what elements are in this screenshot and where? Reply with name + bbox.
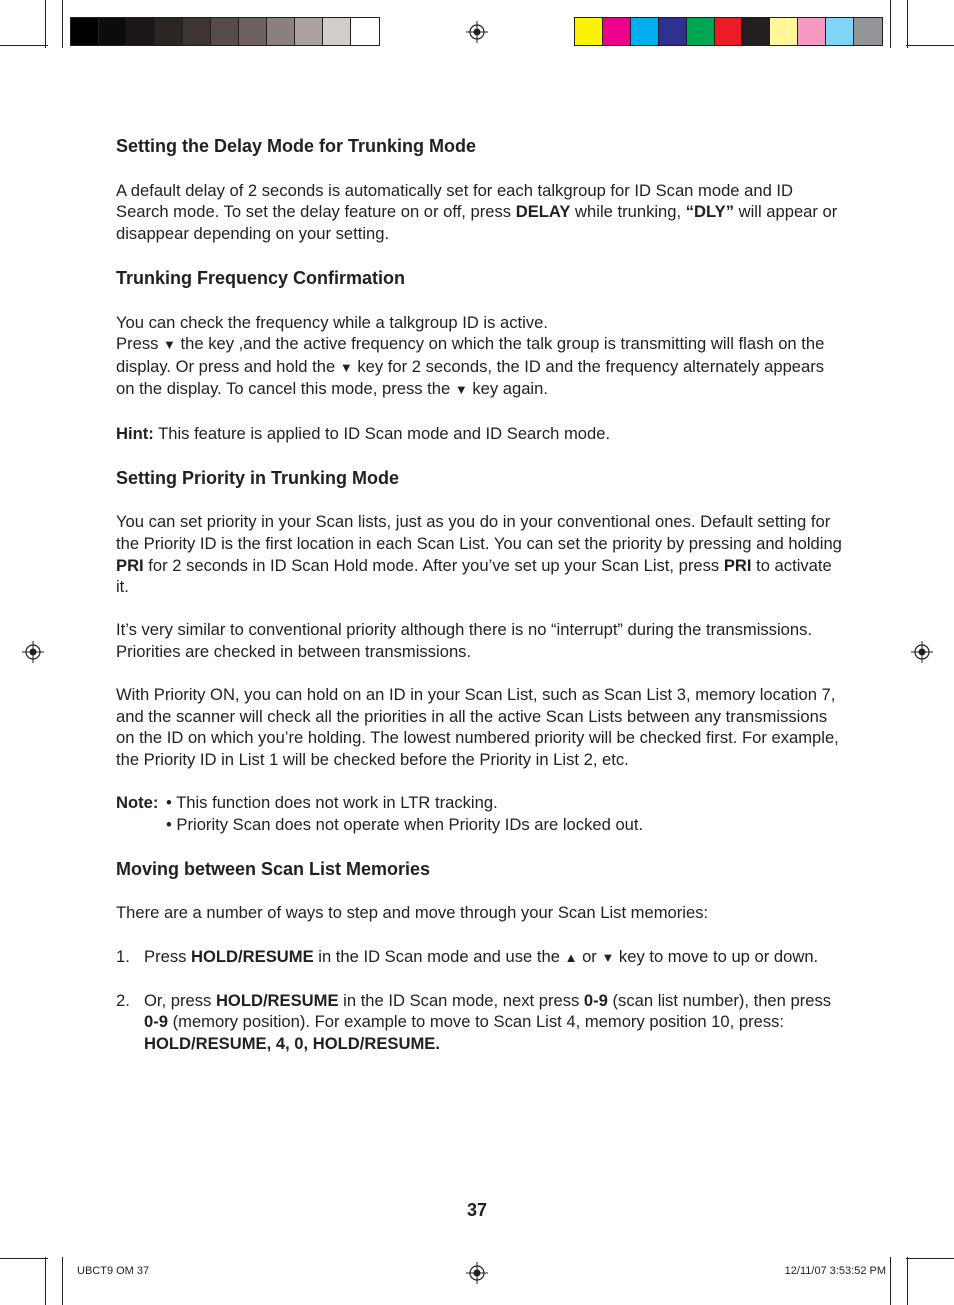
crop-mark xyxy=(907,0,908,48)
text-run: Or, press xyxy=(144,990,216,1010)
registration-mark-icon xyxy=(466,21,488,43)
list-text xyxy=(144,946,846,969)
registration-mark-icon xyxy=(22,641,44,663)
color-swatch xyxy=(183,18,211,45)
text-run: to activate it. xyxy=(116,555,832,597)
registration-mark-icon xyxy=(466,1262,488,1284)
down-arrow-icon: ▼ xyxy=(163,337,176,353)
hint-text: This feature is applied to ID Scan mode and ID Search mode. xyxy=(153,423,611,443)
color-swatch xyxy=(99,18,127,45)
crop-mark xyxy=(890,0,891,48)
list-number: 2. xyxy=(116,990,130,1010)
text-run: You can set priority in your Scan lists, just as you do in your conventional ones. Default setting for the Priority ID is the first location in each Scan List. You can set the priority by pressing and holding xyxy=(116,512,842,553)
priority-paragraph-2: It’s very similar to conventional priority although there is no “interrupt” during the transmissions. Priorities are checked in between transmissions. xyxy=(116,620,813,661)
hint-label: Hint: xyxy=(116,423,154,443)
color-swatch xyxy=(687,18,715,45)
key-sequence: HOLD/RESUME, 4, 0, HOLD/RESUME. xyxy=(144,1033,440,1053)
text-run: key for 2 seconds, the ID and the frequency alternately appears on the display. To cancel this mode, press the xyxy=(116,356,825,399)
down-arrow-icon: ▼ xyxy=(339,359,353,375)
key-hold-resume: HOLD/RESUME xyxy=(215,990,339,1010)
note-block xyxy=(116,792,846,835)
key-0-9: 0-9 xyxy=(583,990,608,1010)
process-color-bar xyxy=(574,17,883,46)
crop-mark xyxy=(906,1258,954,1259)
key-pri: PRI xyxy=(723,555,752,575)
text-run: Press xyxy=(144,946,192,966)
priority-paragraph-3: With Priority ON, you can hold on an ID in your Scan List, such as Scan List 3, memory location 7, and the scanner will check all the priorities in all the active Scan Lists between any transmissions on the ID on which you’re holding. The lowest numbered priority will be checked first. For example, the Priority ID in List 1 will be checked before the Priority in List 2, etc. xyxy=(116,685,839,769)
page-number: 37 xyxy=(466,1200,488,1220)
text-run: A default delay of 2 seconds is automatically set for each talkgroup for ID Scan mode and ID Search mode. To set the delay feature on or off, press xyxy=(116,180,794,222)
note-item: • Priority Scan does not operate when Priority IDs are locked out. xyxy=(166,814,644,834)
list-item xyxy=(116,946,846,969)
text-run: (memory position). For example to move to Scan List 4, memory position 10, press: xyxy=(167,1012,785,1032)
confirm-paragraph xyxy=(116,333,846,401)
crop-mark xyxy=(62,1257,63,1305)
slug-right: 12/11/07 3:53:52 PM xyxy=(784,1265,886,1277)
crop-mark xyxy=(62,0,63,48)
crop-mark xyxy=(0,1258,48,1259)
key-0-9: 0-9 xyxy=(144,1012,168,1032)
text-run: or xyxy=(577,946,602,966)
crop-mark xyxy=(906,45,954,46)
hint-paragraph xyxy=(116,423,846,445)
key-pri: PRI xyxy=(116,555,144,575)
text-run: in the ID Scan mode and use the xyxy=(313,946,565,966)
confirm-line: You can check the frequency while a talkgroup ID is active. xyxy=(116,312,548,332)
crop-mark xyxy=(907,1257,908,1305)
color-swatch xyxy=(603,18,631,45)
crop-mark xyxy=(45,0,46,48)
note-item: • This function does not work in LTR tracking. xyxy=(166,793,498,813)
text-run: while trunking, xyxy=(570,202,686,222)
note-label: Note: xyxy=(116,793,159,813)
text-run: Press xyxy=(116,334,164,354)
priority-paragraph-1 xyxy=(116,511,846,597)
delay-paragraph xyxy=(116,180,846,245)
color-swatch xyxy=(323,18,351,45)
color-swatch xyxy=(351,18,379,45)
up-arrow-icon: ▲ xyxy=(564,949,578,965)
text-run: (scan list number), then press xyxy=(607,990,832,1010)
list-number: 1. xyxy=(116,946,130,966)
key-delay: DELAY xyxy=(515,202,571,222)
section-heading-delay: Setting the Delay Mode for Trunking Mode xyxy=(116,136,477,156)
key-hold-resume: HOLD/RESUME xyxy=(191,946,314,966)
text-run: in the ID Scan mode, next press xyxy=(338,990,584,1010)
display-dly: “DLY” xyxy=(685,202,734,222)
crop-mark xyxy=(0,45,48,46)
color-swatch xyxy=(826,18,854,45)
color-swatch xyxy=(854,18,882,45)
color-swatch xyxy=(211,18,239,45)
color-swatch xyxy=(267,18,295,45)
slug-left: UBCT9 OM 37 xyxy=(77,1265,150,1277)
grayscale-color-bar xyxy=(70,17,380,46)
color-swatch xyxy=(715,18,743,45)
text-run: will appear or disappear depending on your setting. xyxy=(116,202,838,243)
list-text xyxy=(144,990,846,1055)
crop-mark xyxy=(45,1257,46,1305)
section-heading-confirmation: Trunking Frequency Confirmation xyxy=(116,267,406,288)
section-heading-priority: Setting Priority in Trunking Mode xyxy=(116,467,400,488)
section-heading-moving: Moving between Scan List Memories xyxy=(116,858,431,879)
color-swatch xyxy=(770,18,798,45)
page-content xyxy=(116,134,846,1055)
list-item xyxy=(116,990,846,1055)
color-swatch xyxy=(239,18,267,45)
crop-mark xyxy=(890,1257,891,1305)
color-swatch xyxy=(742,18,770,45)
color-swatch xyxy=(798,18,826,45)
text-run: key to move to up or down. xyxy=(614,946,819,966)
text-run: key again. xyxy=(467,379,548,399)
down-arrow-icon: ▼ xyxy=(601,949,615,965)
color-swatch xyxy=(155,18,183,45)
down-arrow-icon: ▼ xyxy=(454,382,468,398)
color-swatch xyxy=(295,18,323,45)
color-swatch xyxy=(659,18,687,45)
color-swatch xyxy=(127,18,155,45)
registration-mark-icon xyxy=(911,641,933,663)
moving-intro: There are a number of ways to step and move through your Scan List memories: xyxy=(116,903,709,923)
color-swatch xyxy=(631,18,659,45)
text-run: the key ,and the active frequency on which the talk group is transmitting will flash on the display. Or press and hold the xyxy=(116,334,825,376)
text-run: for 2 seconds in ID Scan Hold mode. After you’ve set up your Scan List, press xyxy=(143,555,724,575)
color-swatch xyxy=(575,18,603,45)
color-swatch xyxy=(71,18,99,45)
